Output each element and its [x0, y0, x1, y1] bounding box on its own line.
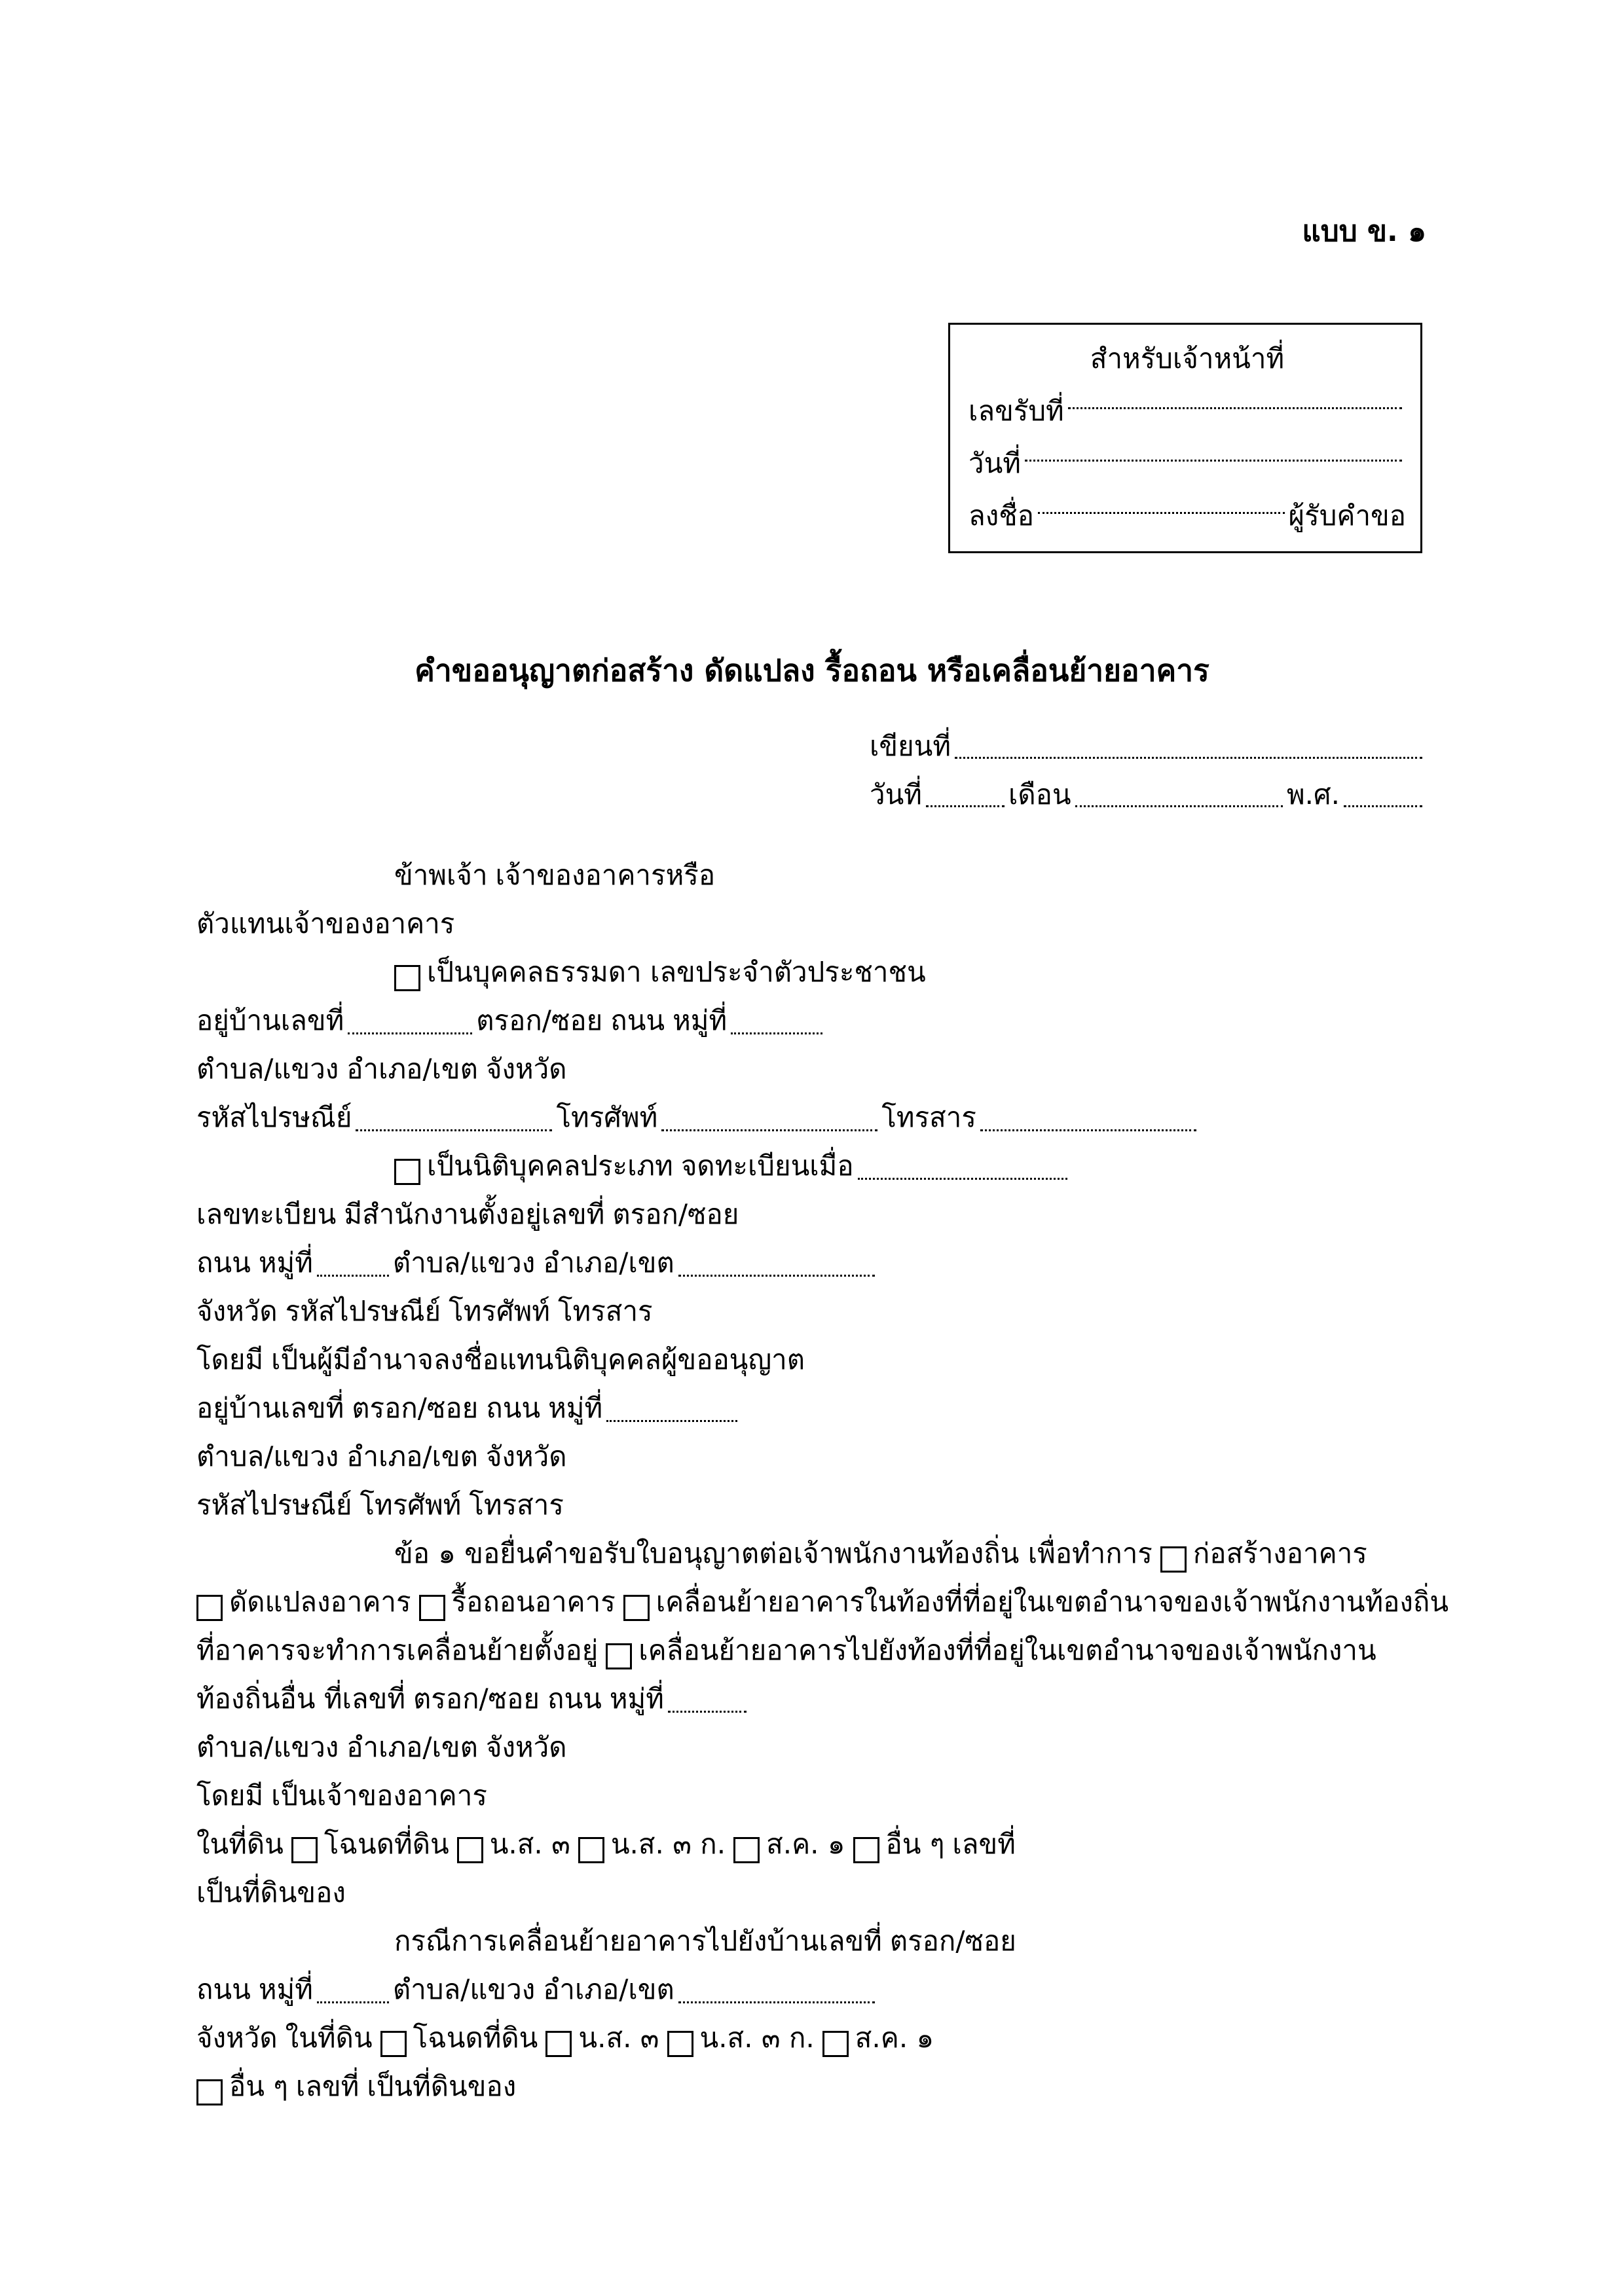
- registered-on-field[interactable]: [858, 1158, 1067, 1180]
- fax-field[interactable]: [980, 1110, 1196, 1131]
- dest-deed-label: โฉนดที่ดิน: [413, 2022, 538, 2054]
- site-road-label: ถนน: [547, 1683, 602, 1715]
- sk1-checkbox[interactable]: [733, 1837, 760, 1863]
- dest-moo-field[interactable]: [317, 1982, 389, 2003]
- dest-other-checkbox[interactable]: [196, 2079, 223, 2105]
- dest-other-label: อื่น ๆ: [229, 2070, 288, 2102]
- jur-moo-label: หมู่ที่: [258, 1247, 313, 1279]
- subdistrict-label: ตำบล/แขวง: [196, 1053, 339, 1085]
- modify-label: ดัดแปลงอาคาร: [229, 1586, 411, 1618]
- site-subdistrict-label: ตำบล/แขวง: [196, 1731, 339, 1763]
- postcode-field[interactable]: [356, 1110, 552, 1131]
- district-label: อำเภอ/เขต: [346, 1053, 478, 1085]
- natural-person-label: เป็นบุคคลธรรมดา เลขประจำตัวประชาชน: [427, 956, 926, 988]
- form-title: คำขออนุญาตก่อสร้าง ดัดแปลง รื้อถอน หรือเคลื่อนย้ายอาคาร: [415, 653, 1209, 688]
- juristic-type-label: เป็นนิติบุคคลประเภท: [427, 1150, 673, 1182]
- moo-field[interactable]: [731, 1013, 822, 1034]
- site-district-label: อำเภอ/เขต: [346, 1731, 478, 1763]
- written-at-field[interactable]: [955, 735, 1422, 759]
- form-body: [196, 848, 1449, 2108]
- other-doc-label: อื่น ๆ: [885, 1828, 945, 1860]
- year-field[interactable]: [1344, 783, 1422, 807]
- move-case-intro: กรณีการเคลื่อนย้ายอาคารไปยังบ้านเลขที่: [394, 1925, 882, 1957]
- receipt-no-label: เลขรับที่: [969, 395, 1064, 427]
- owner-or-label: เจ้าของอาคารหรือ: [495, 859, 716, 891]
- jur-moo-field[interactable]: [317, 1255, 389, 1277]
- dest-district-field[interactable]: [678, 1982, 875, 2003]
- dest-subdistrict-label: ตำบล/แขวง: [392, 1973, 536, 2005]
- land-no-label: เลขที่: [952, 1828, 1016, 1860]
- modify-checkbox[interactable]: [196, 1595, 223, 1621]
- province-label: จังหวัด: [485, 1053, 567, 1085]
- move-other-label: เคลื่อนย้ายอาคารไปยังท้องที่ที่อยู่ในเขตอำนาจของเจ้าพนักงาน: [638, 1634, 1376, 1666]
- jur-district-label: อำเภอ/เขต: [543, 1247, 674, 1279]
- dest-deed-checkbox[interactable]: [380, 2031, 407, 2057]
- dest-sk1-checkbox[interactable]: [822, 2031, 849, 2057]
- dest-ns3k-checkbox[interactable]: [667, 2031, 693, 2057]
- deed-checkbox[interactable]: [291, 1837, 318, 1863]
- move-within-label: เคลื่อนย้ายอาคารในท้องที่ที่อยู่ในเขตอำนาจของเจ้าพนักงานท้องถิ่น: [655, 1586, 1449, 1618]
- jur-fax-label: โทรสาร: [558, 1295, 653, 1327]
- move-within-label-2: ที่อาคารจะทำการเคลื่อนย้ายตั้งอยู่: [196, 1634, 599, 1666]
- sign-label: ลงชื่อ: [969, 500, 1034, 532]
- jur-subdistrict-label: ตำบล/แขวง: [392, 1247, 536, 1279]
- dest-district-label: อำเภอ/เขต: [543, 1973, 674, 2005]
- dest-ns3-checkbox[interactable]: [545, 2031, 572, 2057]
- year-label: พ.ศ.: [1286, 778, 1340, 811]
- office-date-label: วันที่: [969, 447, 1021, 479]
- dest-moo-label: หมู่ที่: [258, 1973, 313, 2005]
- jur-province-label: จังหวัด: [196, 1295, 278, 1327]
- day-field[interactable]: [926, 783, 1005, 807]
- jur-phone-label: โทรศัพท์: [449, 1295, 550, 1327]
- local-other-label: ท้องถิ่นอื่น ที่เลขที่: [196, 1683, 406, 1715]
- jur-alley-label: ตรอก/ซอย: [612, 1198, 739, 1230]
- deed-label: โฉนดที่ดิน: [323, 1828, 449, 1860]
- other-doc-checkbox[interactable]: [853, 1837, 879, 1863]
- auth-postcode-label: รหัสไปรษณีย์: [196, 1489, 352, 1521]
- site-alley-label: ตรอก/ซอย: [413, 1683, 540, 1715]
- auth-province-label: จังหวัด: [485, 1440, 567, 1472]
- authorized-label: เป็นผู้มีอำนาจลงชื่อแทนนิติบุคคลผู้ขออนุญาต: [271, 1343, 805, 1376]
- receipt-no-field[interactable]: [1068, 385, 1402, 409]
- clause1-intro: ข้อ ๑ ขอยื่นคำขอรับใบอนุญาตต่อเจ้าพนักงานท้องถิ่น เพื่อทำการ: [394, 1537, 1153, 1569]
- auth-house-no-label: อยู่บ้านเลขที่: [196, 1392, 344, 1424]
- ns3-checkbox[interactable]: [457, 1837, 483, 1863]
- month-label: เดือน: [1008, 778, 1071, 811]
- ns3-label: น.ส. ๓: [489, 1828, 570, 1860]
- office-box-title: สำหรับเจ้าหน้าที่: [1090, 342, 1285, 374]
- i-am-label: ข้าพเจ้า: [394, 859, 488, 891]
- dest-road-label: ถนน: [196, 1973, 251, 2005]
- auth-road-label: ถนน: [486, 1392, 541, 1424]
- demolish-checkbox[interactable]: [419, 1595, 445, 1621]
- dest-province-label: จังหวัด: [196, 2022, 278, 2054]
- office-date-field[interactable]: [1025, 437, 1402, 462]
- auth-subdistrict-label: ตำบล/แขวง: [196, 1440, 339, 1472]
- dest-alley-label: ตรอก/ซอย: [889, 1925, 1016, 1957]
- site-province-label: จังหวัด: [485, 1731, 567, 1763]
- demolish-label: รื้อถอนอาคาร: [451, 1586, 616, 1618]
- ns3k-checkbox[interactable]: [578, 1837, 604, 1863]
- header-block: [870, 722, 1426, 819]
- phone-label: โทรศัพท์: [556, 1101, 658, 1133]
- jur-postcode-label: รหัสไปรษณีย์: [285, 1295, 441, 1327]
- dest-sk1-label: ส.ค. ๑: [855, 2022, 934, 2054]
- jur-by-label: โดยมี: [196, 1343, 264, 1376]
- dest-ns3-label: น.ส. ๓: [578, 2022, 659, 2054]
- auth-phone-label: โทรศัพท์: [360, 1489, 462, 1521]
- receiver-label: ผู้รับคำขอ: [1288, 500, 1406, 532]
- ns3k-label: น.ส. ๓ ก.: [610, 1828, 726, 1860]
- site-moo-label: หมู่ที่: [609, 1683, 664, 1715]
- land-of-label: เป็นที่ดินของ: [196, 1876, 346, 1908]
- house-no-label: อยู่บ้านเลขที่: [196, 1004, 344, 1036]
- reg-no-label: เลขทะเบียน: [196, 1198, 337, 1230]
- alley-label: ตรอก/ซอย: [476, 1004, 603, 1036]
- office-use-box: [948, 323, 1422, 553]
- registered-on-label: จดทะเบียนเมื่อ: [680, 1150, 854, 1182]
- move-other-checkbox[interactable]: [606, 1643, 632, 1669]
- sk1-label: ส.ค. ๑: [766, 1828, 845, 1860]
- move-within-checkbox[interactable]: [623, 1595, 650, 1621]
- construct-checkbox[interactable]: [1160, 1546, 1187, 1573]
- dest-on-land-label: ในที่ดิน: [285, 2022, 373, 2054]
- is-owner-label: เป็นเจ้าของอาคาร: [271, 1779, 487, 1812]
- sign-field[interactable]: [1038, 490, 1285, 514]
- written-at-label: เขียนที่: [870, 730, 951, 762]
- month-field[interactable]: [1075, 783, 1283, 807]
- jur-district-field[interactable]: [678, 1255, 875, 1277]
- on-land-label: ในที่ดิน: [196, 1828, 284, 1860]
- dest-land-of-label: เป็นที่ดินของ: [367, 2070, 517, 2102]
- phone-field[interactable]: [661, 1110, 877, 1131]
- office-at-label: มีสำนักงานตั้งอยู่เลขที่: [344, 1198, 605, 1230]
- moo-label: หมู่ที่: [673, 1004, 728, 1036]
- auth-district-label: อำเภอ/เขต: [346, 1440, 478, 1472]
- natural-person-checkbox[interactable]: [394, 965, 420, 991]
- auth-fax-label: โทรสาร: [469, 1489, 564, 1521]
- form-code: แบบ ข. ๑: [1302, 215, 1426, 248]
- construct-label: ก่อสร้างอาคาร: [1192, 1537, 1367, 1569]
- jur-road-label: ถนน: [196, 1247, 251, 1279]
- date-label: วันที่: [870, 778, 922, 811]
- dest-no-label: เลขที่: [295, 2070, 360, 2102]
- agent-label: ตัวแทนเจ้าของอาคาร: [196, 907, 455, 939]
- owner-by-label: โดยมี: [196, 1779, 264, 1812]
- auth-moo-field[interactable]: [606, 1400, 737, 1422]
- road-label: ถนน: [610, 1004, 665, 1036]
- postcode-label: รหัสไปรษณีย์: [196, 1101, 352, 1133]
- dest-ns3k-label: น.ส. ๓ ก.: [699, 2022, 815, 2054]
- site-moo-field[interactable]: [668, 1691, 747, 1713]
- house-no-field[interactable]: [348, 1013, 472, 1034]
- auth-alley-label: ตรอก/ซอย: [352, 1392, 479, 1424]
- auth-moo-label: หมู่ที่: [548, 1392, 603, 1424]
- juristic-checkbox[interactable]: [394, 1159, 420, 1185]
- fax-label: โทรสาร: [881, 1101, 976, 1133]
